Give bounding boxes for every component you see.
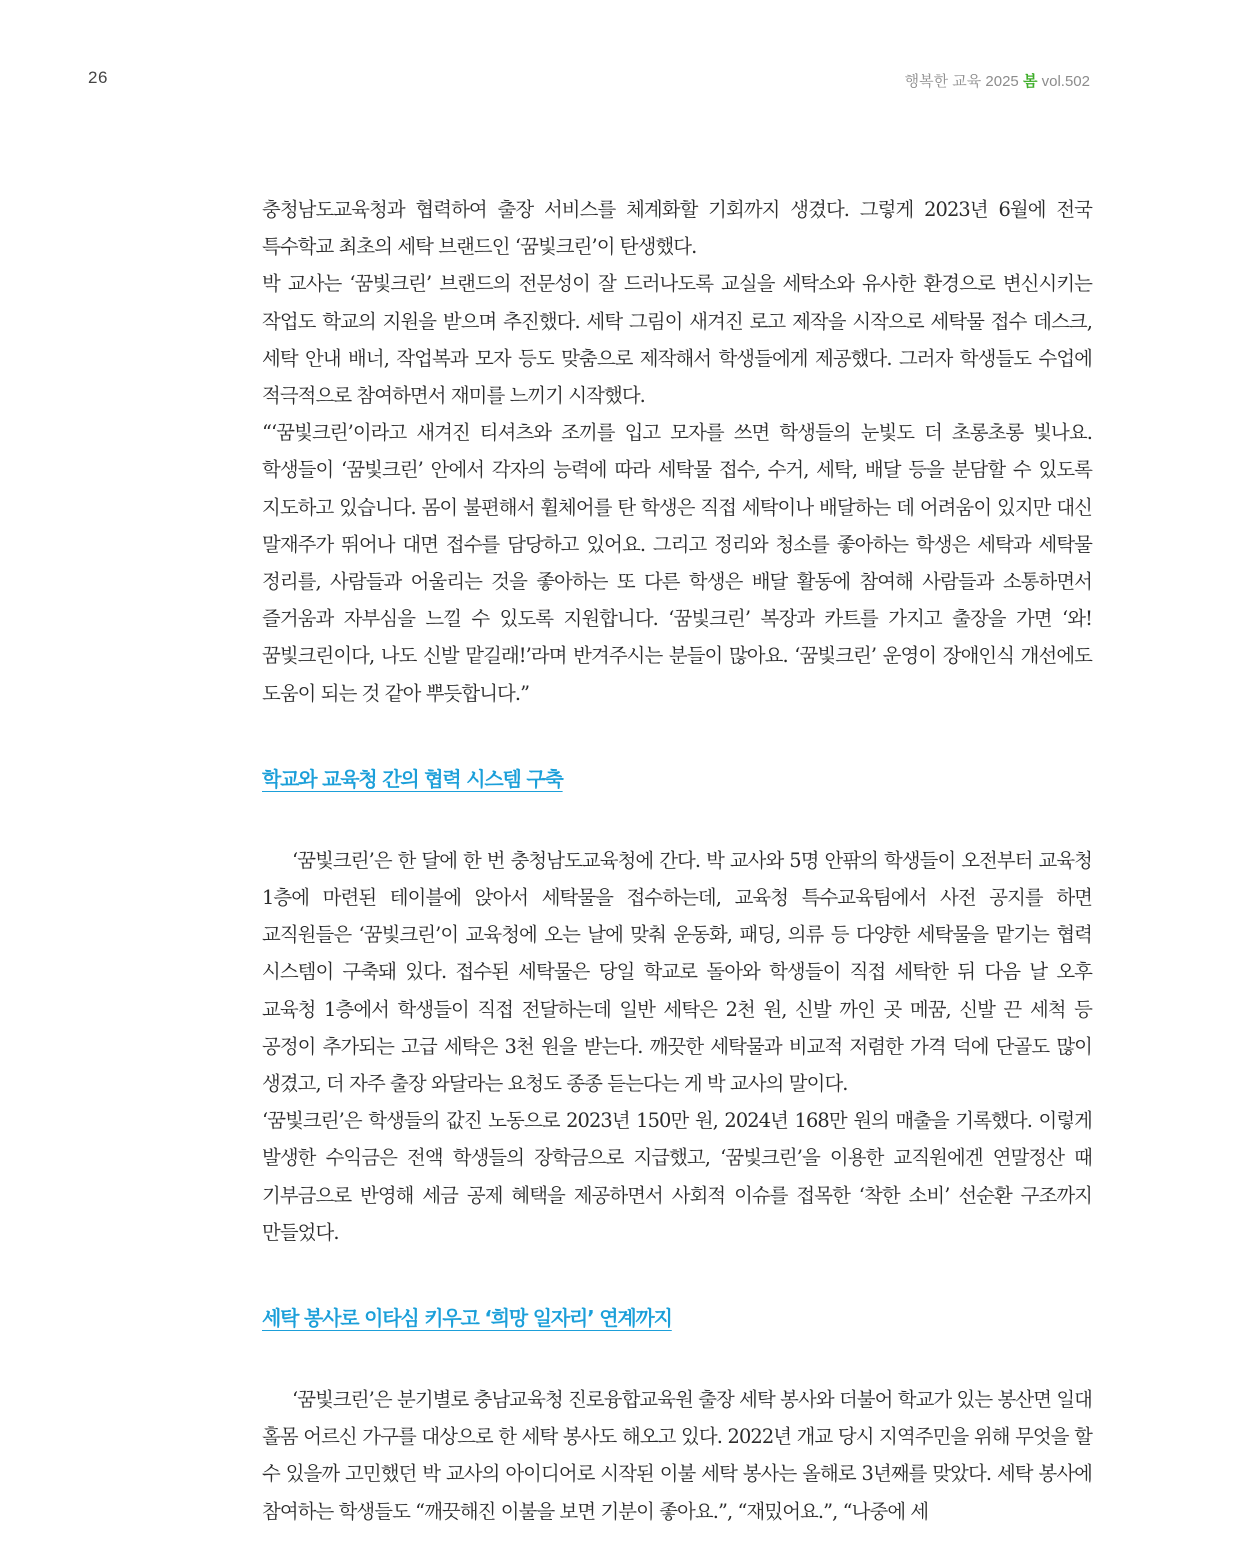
running-header bbox=[905, 70, 1090, 91]
section-heading-volunteering: 세탁 봉사로 이타심 키우고 ‘희망 일자리’ 연계까지 bbox=[262, 1306, 672, 1331]
volume-number: vol.502 bbox=[1041, 73, 1090, 90]
publication-title: 행복한 교육 2025 bbox=[904, 73, 1019, 90]
paragraph-volunteering: ‘꿈빛크린’은 분기별로 충남교육청 진로융합교육원 출장 세탁 봉사와 더불어 학교가 있는 봉산면 일대 홀몸 어르신 가구를 대상으로 한 세탁 봉사도 해오고 있다. 2022년 개교 당시 지역주민을 위해 무엇을 할 수 있을까 고민했던 박 교사의 아이디어로 시작된 이불 세탁 봉사는 올해로 3년째를 맞았다. 세탁 봉사에 참여하는 학생들도 “깨끗해진 이불을 보면 기분이 좋아요.”, “재밌어요.”, “나중에 세 bbox=[262, 1388, 1092, 1523]
section-heading-wrapper bbox=[262, 1304, 1092, 1332]
page-number: 26 bbox=[88, 68, 108, 87]
article-body bbox=[262, 191, 1092, 1530]
paragraph-office-visits: ‘꿈빛크린’은 한 달에 한 번 충청남도교육청에 간다. 박 교사와 5명 안팎의 학생들이 오전부터 교육청 1층에 마련된 테이블에 앉아서 세탁물을 접수하는데, 교육청 특수교육팀에서 사전 공지를 하면 교직원들은 ‘꿈빛크린’이 교육청에 오는 날에 맞춰 운동화, 패딩, 의류 등 다양한 세탁물을 맡기는 협력 시스템이 구축돼 있다. 접수된 세탁물은 당일 학교로 돌아와 학생들이 직접 세탁한 뒤 다음 날 오후 교육청 1층에서 학생들이 직접 전달하는데 일반 세탁은 2천 원, 신발 까인 곳 메꿈, 신발 끈 세척 등 공정이 추가되는 고급 세탁은 3천 원을 받는다. 깨끗한 세탁물과 비교적 저렴한 가격 덕에 단골도 많이 생겼고, 더 자주 출장 와달라는 요청도 종종 듣는다는 게 박 교사의 말이다. bbox=[262, 848, 1092, 1096]
season-label: 봄 bbox=[1022, 73, 1038, 90]
paragraph-classroom-transformation: 박 교사는 ‘꿈빛크린’ 브랜드의 전문성이 잘 드러나도록 교실을 세탁소와 유사한 환경으로 변신시키는 작업도 학교의 지원을 받으며 추진했다. 세탁 그림이 새겨진 로고 제작을 시작으로 세탁물 접수 데스크, 세탁 안내 배너, 작업복과 모자 등도 맞춤으로 제작해서 학생들에게 제공했다. 그러자 학생들도 수업에 적극적으로 참여하면서 재미를 느끼기 시작했다. bbox=[262, 272, 1092, 408]
paragraph-revenue: ‘꿈빛크린’은 학생들의 값진 노동으로 2023년 150만 원, 2024년 168만 원의 매출을 기록했다. 이렇게 발생한 수익금은 전액 학생들의 장학금으로 지급했고, ‘꿈빛크린’을 이용한 교직원에겐 연말정산 때 기부금으로 반영해 세금 공제 혜택을 제공하면서 사회적 이슈를 접목한 ‘착한 소비’ 선순환 구조까지 만들었다. bbox=[262, 1109, 1092, 1244]
section-heading-wrapper bbox=[262, 765, 1092, 793]
paragraph-teacher-quote: “‘꿈빛크린’이라고 새겨진 티셔츠와 조끼를 입고 모자를 쓰면 학생들의 눈빛도 더 초롱초롱 빛나요. 학생들이 ‘꿈빛크린’ 안에서 각자의 능력에 따라 세탁물 접수, 수거, 세탁, 배달 등을 분담할 수 있도록 지도하고 있습니다. 몸이 불편해서 휠체어를 탄 학생은 직접 세탁이나 배달하는 데 어려움이 있지만 대신 말재주가 뛰어나 대면 접수를 담당하고 있어요. 그리고 정리와 청소를 좋아하는 학생은 세탁과 세탁물 정리를, 사람들과 어울리는 것을 좋아하는 또 다른 학생은 배달 활동에 참여해 사람들과 소통하면서 즐거움과 자부심을 느낄 수 있도록 지원합니다. ‘꿈빛크린’ 복장과 카트를 가지고 출장을 가면 ‘와! 꿈빛크린이다, 나도 신발 맡길래!’라며 반겨주시는 분들이 많아요. ‘꿈빛크린’ 운영이 장애인식 개선에도 도움이 되는 것 같아 뿌듯합니다.” bbox=[262, 421, 1092, 705]
paragraph-brand-launch: 충청남도교육청과 협력하여 출장 서비스를 체계화할 기회까지 생겼다. 그렇게 2023년 6월에 전국 특수학교 최초의 세탁 브랜드인 ‘꿈빛크린’이 탄생했다. bbox=[262, 198, 1092, 259]
section-heading-cooperation: 학교와 교육청 간의 협력 시스템 구축 bbox=[262, 766, 563, 791]
